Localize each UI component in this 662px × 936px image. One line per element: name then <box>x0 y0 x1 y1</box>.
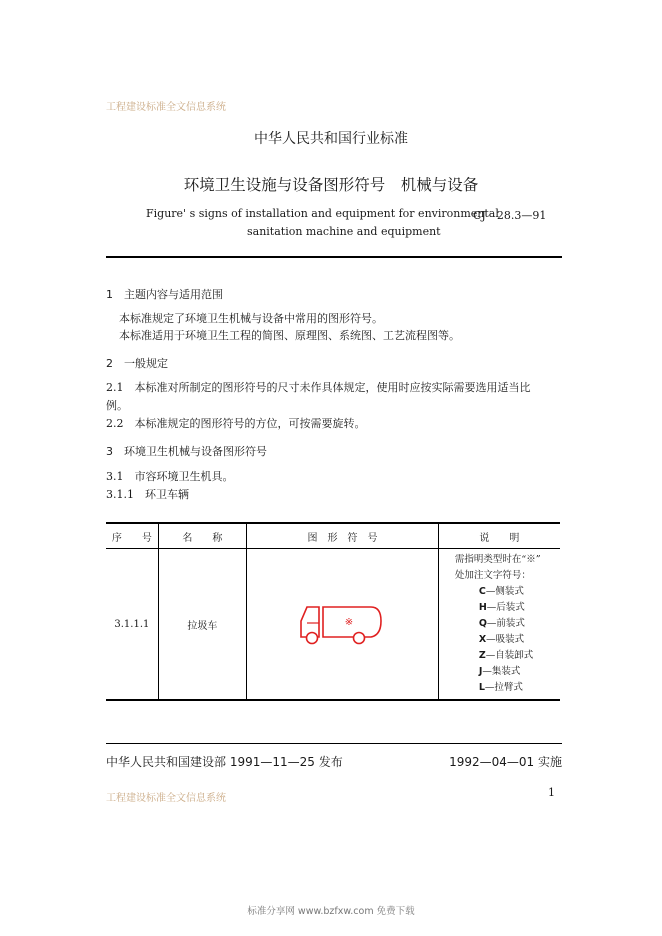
list-item: C—侧装式 <box>478 586 524 597</box>
section-2-2: 2.2 本标准规定的图形符号的方位，可按需要旋转。 <box>106 417 366 430</box>
main-title: 环境卫生设施与设备图形符号 机械与设备 <box>183 176 479 194</box>
note-line-1: 需指明类型时在“※” <box>454 554 541 565</box>
english-title-line1: Figure' s signs of installation and equipment for environmental <box>146 207 499 220</box>
list-item: Z—自装卸式 <box>478 650 534 661</box>
watermark-bottom: 工程建设标准全文信息系统 <box>106 793 226 804</box>
section-1-paragraph-1: 本标准规定了环境卫生机械与设备中常用的图形符号。 <box>119 312 383 325</box>
english-title-line2: sanitation machine and equipment <box>247 225 441 238</box>
row-description <box>438 549 560 701</box>
org-title: 中华人民共和国行业标准 <box>254 131 408 147</box>
section-3-1: 3.1 市容环境卫生机具。 <box>106 470 234 483</box>
footer-rule <box>106 743 562 744</box>
section-2-heading: 2 一般规定 <box>106 357 168 370</box>
download-banner: 标准分享网 www.bzfxw.com 免费下载 <box>247 906 415 917</box>
table-row <box>106 549 560 701</box>
symbol-placeholder-mark: ※ <box>345 617 354 628</box>
row-name: 拉圾车 <box>158 549 246 701</box>
note-line-2: 处加注文字符号： <box>454 570 531 581</box>
garbage-truck-icon <box>297 601 387 647</box>
header-symbol: 图 形 符 号 <box>247 523 439 549</box>
section-1-heading: 1 主题内容与适用范围 <box>106 288 223 301</box>
section-2-1-line1: 2.1 本标准对所制定的图形符号的尺寸未作具体规定，使用时应按实际需要选用适当比 <box>106 381 531 394</box>
section-3-1-1: 3.1.1 环卫车辆 <box>106 488 189 501</box>
list-item: H—后装式 <box>478 602 525 613</box>
header-description: 说 明 <box>438 523 560 549</box>
list-item: X—吸装式 <box>478 634 525 645</box>
header-name: 名 称 <box>158 523 246 549</box>
section-3-heading: 3 环境卫生机械与设备图形符号 <box>106 445 267 458</box>
list-item: Q—前装式 <box>478 618 525 629</box>
issue-date: 中华人民共和国建设部 1991—11—25 发布 <box>106 755 343 769</box>
effective-date: 1992—04—01 实施 <box>449 755 562 769</box>
section-1-paragraph-2: 本标准适用于环境卫生工程的简图、原理图、系统图、工艺流程图等。 <box>119 329 460 342</box>
list-item: L—拉臂式 <box>478 682 523 693</box>
watermark-top: 工程建设标准全文信息系统 <box>106 102 226 113</box>
table-header-row <box>106 523 560 549</box>
row-symbol-cell <box>247 549 439 701</box>
section-2-1-line2: 例。 <box>106 399 128 412</box>
symbol-table <box>106 522 560 701</box>
list-item: J—集装式 <box>478 666 521 677</box>
header-rule <box>106 256 562 258</box>
page-number: 1 <box>548 786 555 799</box>
row-number: 3.1.1.1 <box>106 549 158 701</box>
standard-code: CJ 28.3—91 <box>473 209 547 222</box>
header-number: 序 号 <box>106 523 158 549</box>
